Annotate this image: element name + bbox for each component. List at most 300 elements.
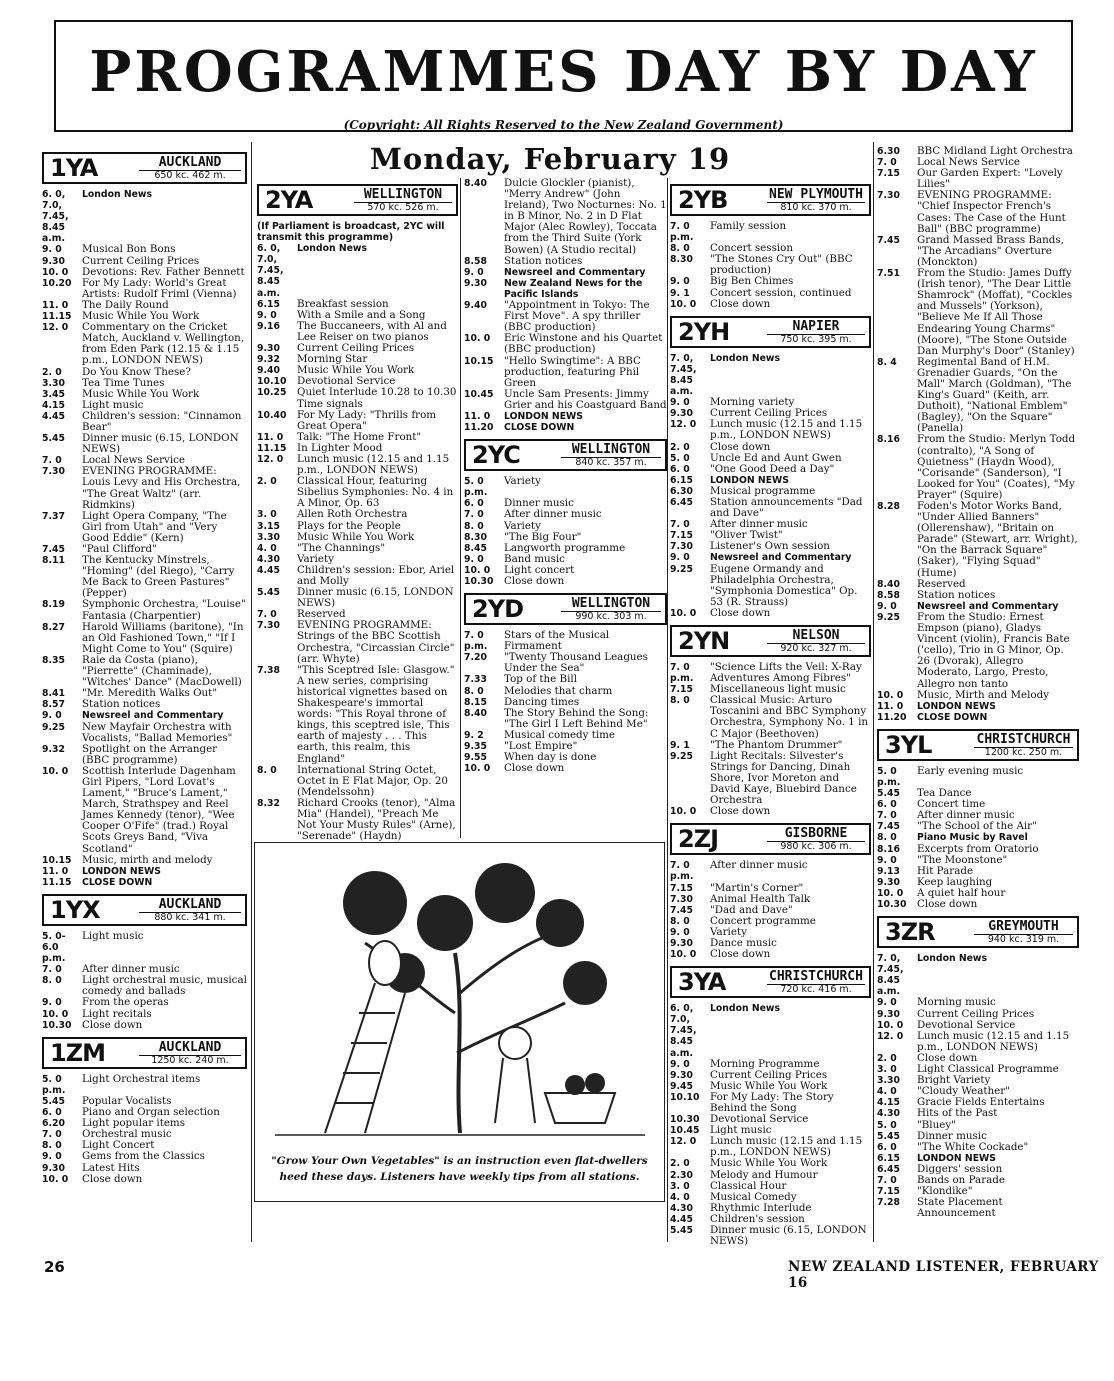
station-callsign: 2YC [472, 441, 520, 470]
station-banner [464, 439, 667, 471]
programme-entry [464, 389, 667, 411]
entry-title: Light popular items [82, 1117, 185, 1130]
entry-time: 9.13 [877, 865, 900, 877]
entry-title: From the Studio: James Duffy (Irish tenor), "The Dear Little Shamrock" (Moffat), "Cockles and Mussels" (Yorkson), "Believe Me If All Those Endearing Young Charms" (Moore), "The Stone Outside Dan Murphy's Door" (Stanley) [917, 267, 1075, 357]
station-frequency: 720 kc. 416 m. [767, 984, 865, 995]
entry-title: Close down [917, 1051, 978, 1064]
station-frequency: 650 kc. 462 m. [139, 170, 241, 181]
station-callsign: 3ZR [885, 918, 935, 947]
programme-entry [877, 501, 1079, 579]
programme-entry [257, 387, 458, 409]
programme-entry [257, 565, 458, 587]
station-callsign: 2YD [472, 595, 523, 624]
programme-entry [42, 1174, 247, 1185]
entry-time: 9. 2 [464, 729, 484, 741]
programme-entry [670, 883, 871, 894]
entry-time: 9.16 [257, 320, 280, 332]
entry-title: Concert time [917, 798, 986, 811]
entry-title: Richard Crooks (tenor), "Alma Mia" (Handel), "Preach Me Not Your Musty Rules" (Arne), "Serenade" (Haydn) [297, 796, 456, 843]
entry-time: 7. 0 p.m. [670, 860, 694, 883]
entry-title: Lunch music (12.15 and 1.15 p.m., LONDON NEWS) [297, 452, 450, 477]
entry-time: 4.45 [257, 564, 280, 576]
entry-time: 8.28 [877, 501, 900, 512]
entry-title: Morning variety [710, 396, 795, 409]
entry-time: 7.30 [257, 620, 280, 632]
entry-time: 7.45 [42, 544, 65, 555]
entry-title: Current Ceiling Prices [297, 342, 415, 355]
programme-entry [464, 267, 667, 278]
entry-title: "Oliver Twist" [710, 529, 783, 542]
entry-time: 10. 0 [42, 765, 69, 777]
programme-entry [464, 300, 667, 333]
programme-entry [257, 410, 458, 432]
page-title: PROGRAMMES DAY BY DAY [89, 39, 1038, 105]
entry-time: 7. 0 [42, 1129, 62, 1141]
entry-time: 9.30 [877, 1008, 900, 1020]
schedule-column-4 [670, 178, 871, 1247]
programme-entry [670, 860, 871, 882]
entry-title: International String Octet, Octet in E Flat Major, Op. 20 (Mendelssohn) [297, 763, 448, 798]
entry-title: For My Lady: The Story Behind the Song [710, 1090, 834, 1114]
entry-time: 5.45 [42, 1095, 65, 1107]
programme-entry [877, 712, 1079, 723]
entry-title: Musical programme [710, 484, 816, 497]
entry-time: 5. 0 p.m. [42, 1073, 66, 1096]
entry-title: Local News Service [82, 454, 186, 467]
programme-entry [877, 357, 1079, 435]
programme-entry [42, 256, 247, 267]
entry-time: 10.45 [670, 1125, 700, 1137]
entry-time: 11. 0 [877, 700, 904, 712]
programme-entry [42, 367, 247, 378]
entry-title: Melodies that charm [504, 684, 613, 697]
station-frequency: 980 kc. 306 m. [767, 841, 865, 852]
entry-title: Close down [504, 575, 565, 587]
programme-entry [464, 708, 667, 730]
entry-title: Dancing times [504, 695, 580, 708]
entry-time: 7. 0 p.m. [670, 221, 694, 244]
entry-title: Gracie Fields Entertains [917, 1096, 1045, 1109]
programme-entry [464, 333, 667, 355]
entry-title: Close down [710, 440, 771, 453]
entry-title: Music While You Work [82, 387, 200, 400]
programme-entry [257, 620, 458, 664]
entry-time: 8.40 [464, 178, 487, 189]
programme-entry [42, 866, 247, 877]
entry-time: 8. 0 [42, 975, 62, 987]
entry-time: 7. 0 [42, 964, 62, 976]
station-callsign: 2YA [265, 186, 313, 214]
entry-title: Gems from the Classics [82, 1150, 205, 1163]
entry-time: 9.35 [464, 741, 487, 753]
station-frequency: 880 kc. 341 m. [139, 912, 241, 923]
programme-entry [464, 509, 667, 520]
entry-time: 5. 0 p.m. [877, 765, 901, 788]
entry-title: Light Concert [82, 1139, 155, 1152]
programme-entry [464, 630, 667, 652]
programme-entry [877, 612, 1079, 690]
entry-time: 12. 0 [257, 453, 284, 465]
entry-time: 10.20 [42, 277, 72, 289]
entry-title: Station announcements "Dad and Dave" [710, 495, 863, 520]
entry-title: Excerpts from Oratorio [917, 842, 1039, 855]
entry-title: Classical Hour, featuring Sibelius Symphonies: No. 4 in A Minor, Op. 63 [297, 475, 454, 510]
entry-title: Dinner music [504, 497, 574, 510]
entry-time: 10. 0 [670, 806, 697, 818]
entry-title: Musical Bon Bons [82, 243, 176, 256]
programme-entry [464, 576, 667, 587]
entry-time: 10. 0 [464, 333, 491, 345]
entry-title: Music, mirth and melody [82, 853, 213, 866]
entry-title: Rhythmic Interlude [710, 1201, 812, 1214]
entry-title: CLOSE DOWN [917, 711, 988, 723]
entry-time: 10.10 [257, 376, 287, 388]
entry-title: Concert session [710, 242, 793, 255]
programme-entry [877, 168, 1079, 190]
station-city: WELLINGTON [363, 187, 443, 202]
programme-entry [42, 244, 247, 255]
entry-time: 7.30 [670, 541, 693, 553]
entry-title: Grand Massed Brass Bands, "The Arcadians" Overture (Monckton) [917, 233, 1064, 268]
entry-time: 9.25 [670, 563, 693, 575]
entry-time: 2. 0 [257, 476, 277, 488]
entry-time: 11.15 [257, 442, 287, 454]
entry-time: 5.45 [42, 433, 65, 445]
station-callsign: 3YL [885, 730, 932, 759]
programme-entry [670, 552, 871, 563]
schedule-column-5 [877, 146, 1079, 1219]
entry-time: 9.45 [670, 1080, 693, 1092]
entry-time: 9. 0 [877, 997, 897, 1009]
programme-entry [42, 722, 247, 744]
entry-title: Spotlight on the Arranger (BBC programme) [82, 742, 218, 766]
entry-title: Breakfast session [297, 297, 389, 310]
entry-time: 12. 0 [877, 1030, 904, 1042]
entry-title: Do You Know These? [82, 365, 191, 378]
entry-time: 8.16 [877, 434, 900, 446]
entry-time: 7.45 [670, 904, 693, 916]
station-banner [42, 1037, 247, 1069]
entry-title: Close down [710, 606, 771, 619]
entry-time: 10.40 [257, 409, 287, 421]
programme-entry [464, 565, 667, 576]
programme-entry [464, 356, 667, 389]
entry-time: 8.27 [42, 621, 65, 633]
tomato-plant-drawing [255, 843, 664, 1143]
entry-title: In Lighter Mood [297, 441, 383, 454]
entry-time: 3.30 [877, 1075, 900, 1087]
station-city: AUCKLAND [158, 155, 222, 170]
entry-time: 6. 0 [877, 799, 897, 811]
entry-time: 3.30 [42, 377, 65, 389]
station-frequency: 1250 kc. 240 m. [139, 1055, 241, 1066]
entry-time: 3.45 [42, 388, 65, 400]
entry-title: Newsreel and Commentary [917, 600, 1059, 612]
programme-entry [670, 1158, 871, 1169]
entry-time: 9.40 [257, 365, 280, 377]
entry-title: After dinner music [917, 809, 1015, 822]
entry-time: 5. 0 [670, 452, 690, 464]
entry-title: Bright Variety [917, 1074, 991, 1087]
entry-time: 4.30 [877, 1108, 900, 1120]
entry-time: 9. 0 [670, 552, 690, 564]
entry-time: 7. 0 p.m. [670, 662, 694, 685]
entry-title: Light recitals [82, 1007, 152, 1020]
station-city: AUCKLAND [158, 1039, 222, 1055]
entry-title: Morning music [917, 996, 996, 1009]
entry-time: 7.45 [877, 821, 900, 833]
entry-title: Close down [710, 948, 771, 961]
entry-title: Tea Dance [917, 787, 972, 800]
entry-time: 10. 0 [42, 1173, 69, 1185]
entry-title: Newsreel and Commentary [504, 266, 646, 278]
programme-entry [464, 178, 667, 256]
programme-entry [42, 766, 247, 855]
entry-title: "Martin's Corner" [710, 881, 804, 894]
entry-time: 7.20 [464, 652, 487, 664]
programme-entry [877, 766, 1079, 788]
entry-title: Early evening music [917, 764, 1024, 777]
programme-entry [670, 608, 871, 619]
station-banner [670, 966, 871, 998]
entry-time: 2. 0 [877, 1052, 897, 1064]
entry-title: Uncle Ed and Aunt Gwen [710, 451, 842, 464]
entry-time: 9. 0 [42, 1151, 62, 1163]
station-city: NELSON [792, 628, 840, 643]
entry-time: 10. 0 [877, 887, 904, 899]
entry-title: Listener's Own session [710, 540, 830, 553]
day-heading: Monday, February 19 [369, 142, 731, 176]
entry-time: 9.40 [464, 300, 487, 312]
entry-time: 10. 0 [670, 607, 697, 619]
entry-title: Melody and Humour [710, 1168, 818, 1181]
programme-entry [877, 268, 1079, 357]
entry-time: 9.25 [877, 611, 900, 623]
entry-time: 8. 0 [670, 243, 690, 255]
entry-title: Harold Williams (baritone), "In an Old Fashioned Town," "If I Might Come to You" (Squire) [82, 620, 244, 655]
programme-entry [257, 765, 458, 798]
station-frequency: 1200 kc. 250 m. [974, 747, 1073, 758]
entry-title: A quiet half hour [917, 886, 1006, 899]
programme-entry [42, 555, 247, 599]
entry-time: 7. 0 [670, 519, 690, 531]
entry-time: 10. 0 [464, 763, 491, 775]
programme-entry [877, 1009, 1079, 1020]
programme-entry [464, 752, 667, 763]
programme-entry [670, 254, 871, 276]
programme-entry [42, 411, 247, 433]
entry-title: Orchestral music [82, 1128, 172, 1141]
programme-entry [42, 855, 247, 866]
schedule-column-1 [42, 146, 247, 1185]
station-city: CHRISTCHURCH [976, 731, 1071, 747]
station-banner [670, 316, 871, 348]
programme-entry [877, 832, 1079, 843]
entry-title: When day is done [504, 751, 597, 764]
programme-entry [257, 798, 458, 842]
programme-entry [42, 189, 247, 244]
entry-title: From the operas [82, 996, 169, 1009]
entry-time: 8.15 [464, 696, 487, 708]
entry-time: 8.40 [877, 578, 900, 590]
entry-title: Music While You Work [710, 1157, 828, 1170]
entry-time: 7. 0 p.m. [464, 630, 488, 653]
entry-time: 4.30 [670, 1202, 693, 1214]
programme-entry [670, 288, 871, 299]
entry-title: Reserved [297, 608, 346, 621]
station-frequency: 810 kc. 370 m. [767, 202, 865, 213]
programme-entry [42, 511, 247, 544]
masthead [54, 20, 1073, 132]
entry-time: 8.41 [42, 688, 65, 700]
station-city: CHRISTCHURCH [769, 969, 863, 985]
entry-title: "The Stones Cry Out" (BBC production) [710, 253, 853, 277]
entry-time: 11.20 [464, 422, 494, 434]
entry-time: 7.15 [670, 882, 693, 894]
station-frequency: 570 kc. 526 m. [354, 202, 452, 213]
entry-time: 7. 0 [877, 810, 897, 822]
entry-title: After dinner music [710, 859, 808, 872]
entry-title: "Lost Empire" [504, 740, 578, 753]
entry-title: Children's session: Ebor, Ariel and Molly [297, 563, 455, 587]
entry-time: 8.40 [464, 707, 487, 719]
entry-title: Hits of the Past [917, 1107, 998, 1120]
entry-title: Concert session, continued [710, 286, 852, 299]
entry-time: 8.16 [877, 843, 900, 855]
entry-title: Light Opera Company, "The Girl from Utah" and "Very Good Eddie" (Kern) [82, 509, 227, 544]
programme-entry [464, 674, 667, 685]
station-callsign: 2ZJ [678, 825, 719, 854]
entry-title: Animal Health Talk [710, 892, 811, 905]
entry-time: 9. 0 [877, 600, 897, 612]
entry-time: 10.25 [257, 387, 287, 399]
entry-time: 10. 0 [42, 266, 69, 278]
entry-title: London News [710, 1003, 781, 1015]
programme-entry [42, 1020, 247, 1031]
entry-title: Newsreel and Commentary [710, 552, 852, 564]
entry-title: EVENING PROGRAMME: "Chief Inspector French's Cases: The Case of the Hunt Ball" (BBC programme) [917, 189, 1066, 235]
entry-title: Our Garden Expert: "Lovely Lilies" [917, 167, 1063, 191]
entry-time: 6. 0, 7.0, 7.45, 8.45 a.m. [42, 189, 69, 245]
entry-time: 7. 0 [464, 509, 484, 521]
entry-time: 10. 0 [670, 298, 697, 310]
entry-time: 9.30 [670, 937, 693, 949]
station-banner [42, 152, 247, 184]
entry-time: 6.20 [42, 1118, 65, 1130]
entry-title: Piano and Organ selection [82, 1106, 220, 1119]
entry-time: 7.37 [42, 510, 65, 522]
programme-entry [670, 949, 871, 960]
entry-title: "The Channings" [297, 541, 386, 554]
entry-time: 9.30 [877, 876, 900, 888]
programme-entry [670, 221, 871, 243]
entry-time: 6. 0 [464, 498, 484, 510]
entry-time: 8. 0 [464, 520, 484, 532]
entry-time: 9. 0 [670, 397, 690, 409]
entry-time: 8.19 [42, 599, 65, 611]
schedule-column-2 [257, 178, 458, 842]
programme-entry [670, 497, 871, 519]
programme-entry [42, 877, 247, 888]
entry-time: 7. 0, 7.45, 8.45 a.m. [877, 953, 904, 998]
station-frequency: 940 kc. 319 m. [974, 934, 1073, 945]
programme-entry [42, 599, 247, 621]
programme-entry [42, 389, 247, 400]
station-frequency: 920 kc. 327 m. [767, 643, 865, 654]
programme-entry [670, 353, 871, 397]
entry-title: After dinner music [504, 508, 602, 521]
station-banner [877, 729, 1079, 761]
entry-title: Light Recitals: Silvester's Strings for Dancing, Dinah Shore, Ivor Moreton and David Kaye, Bluebird Dance Orchestra [710, 749, 857, 807]
entry-time: 10. 0 [670, 949, 697, 961]
station-frequency: 750 kc. 395 m. [767, 334, 865, 345]
entry-time: 9. 1 [670, 739, 690, 751]
entry-time: 9. 0 [670, 276, 690, 288]
entry-time: 8. 0 [670, 915, 690, 927]
entry-time: 8.11 [42, 555, 65, 567]
programme-entry [670, 1092, 871, 1114]
entry-time: 10.30 [464, 576, 494, 587]
entry-time: 6.45 [877, 1163, 900, 1175]
programme-entry [877, 1120, 1079, 1131]
entry-title: "This Sceptred Isle: Glasgow." A new series, comprising historical vignettes based on Shakespeare's immortal words: "This Royal throne of kings, this sceptred isle, This earth of majesty . . . This earth, this realm, this England" [297, 663, 455, 765]
entry-time: 8.58 [877, 589, 900, 601]
programme-entry [42, 1163, 247, 1174]
entry-time: 10.30 [42, 1019, 72, 1031]
programme-entry [464, 476, 667, 498]
entry-title: Close down [504, 762, 565, 775]
entry-title: London News [297, 243, 368, 255]
programme-entry [257, 509, 458, 520]
programme-entry [42, 1009, 247, 1020]
station-city: GISBORNE [784, 826, 848, 842]
station-banner [670, 823, 871, 855]
entry-time: 5.45 [877, 1130, 900, 1142]
programme-entry [464, 422, 667, 433]
programme-entry [877, 434, 1079, 501]
entry-time: 3. 0 [670, 1180, 690, 1192]
entry-title: Variety [504, 475, 541, 488]
station-callsign: 1YA [50, 154, 98, 182]
entry-title: Light orchestral music, musical comedy and ballads [82, 974, 247, 998]
entry-title: New Mayfair Orchestra with Vocalists, "Ballad Memories" [82, 720, 233, 744]
entry-time: 9.25 [42, 721, 65, 733]
entry-time: 9.55 [464, 752, 487, 764]
entry-title: LONDON NEWS [710, 474, 789, 486]
entry-title: Scottish Interlude Dagenham Girl Pipers, "Lord Lovat's Lament," "Bruce's Lament," March, Strathspey and Reel James Kennedy (tenor), "Wee Cooper O'Fife" (trad.) Royal Scots Greys Band, "Viva Scotland" [82, 764, 236, 855]
programme-entry [670, 464, 871, 475]
entry-time: 10.30 [877, 899, 907, 910]
entry-time: 10.15 [42, 854, 72, 866]
entry-title: "Klondike" [917, 1185, 973, 1198]
programme-entry [257, 587, 458, 609]
entry-title: Allen Roth Orchestra [297, 508, 408, 521]
entry-title: "The Moonstone" [917, 853, 1008, 866]
entry-title: Light music [82, 398, 144, 411]
entry-title: LONDON NEWS [917, 1152, 996, 1164]
entry-title: London News [82, 189, 153, 200]
programme-entry [464, 256, 667, 267]
entry-time: 9.32 [42, 743, 65, 755]
entry-time: 9. 0 [42, 244, 62, 256]
entry-title: "The White Cockade" [917, 1140, 1029, 1153]
entry-time: 5. 0 p.m. [464, 476, 488, 499]
entry-time: 3. 0 [877, 1064, 897, 1076]
entry-title: Variety [297, 552, 334, 565]
programme-entry [877, 1142, 1079, 1153]
station-callsign: 3YA [678, 968, 726, 997]
programme-entry [877, 997, 1079, 1008]
